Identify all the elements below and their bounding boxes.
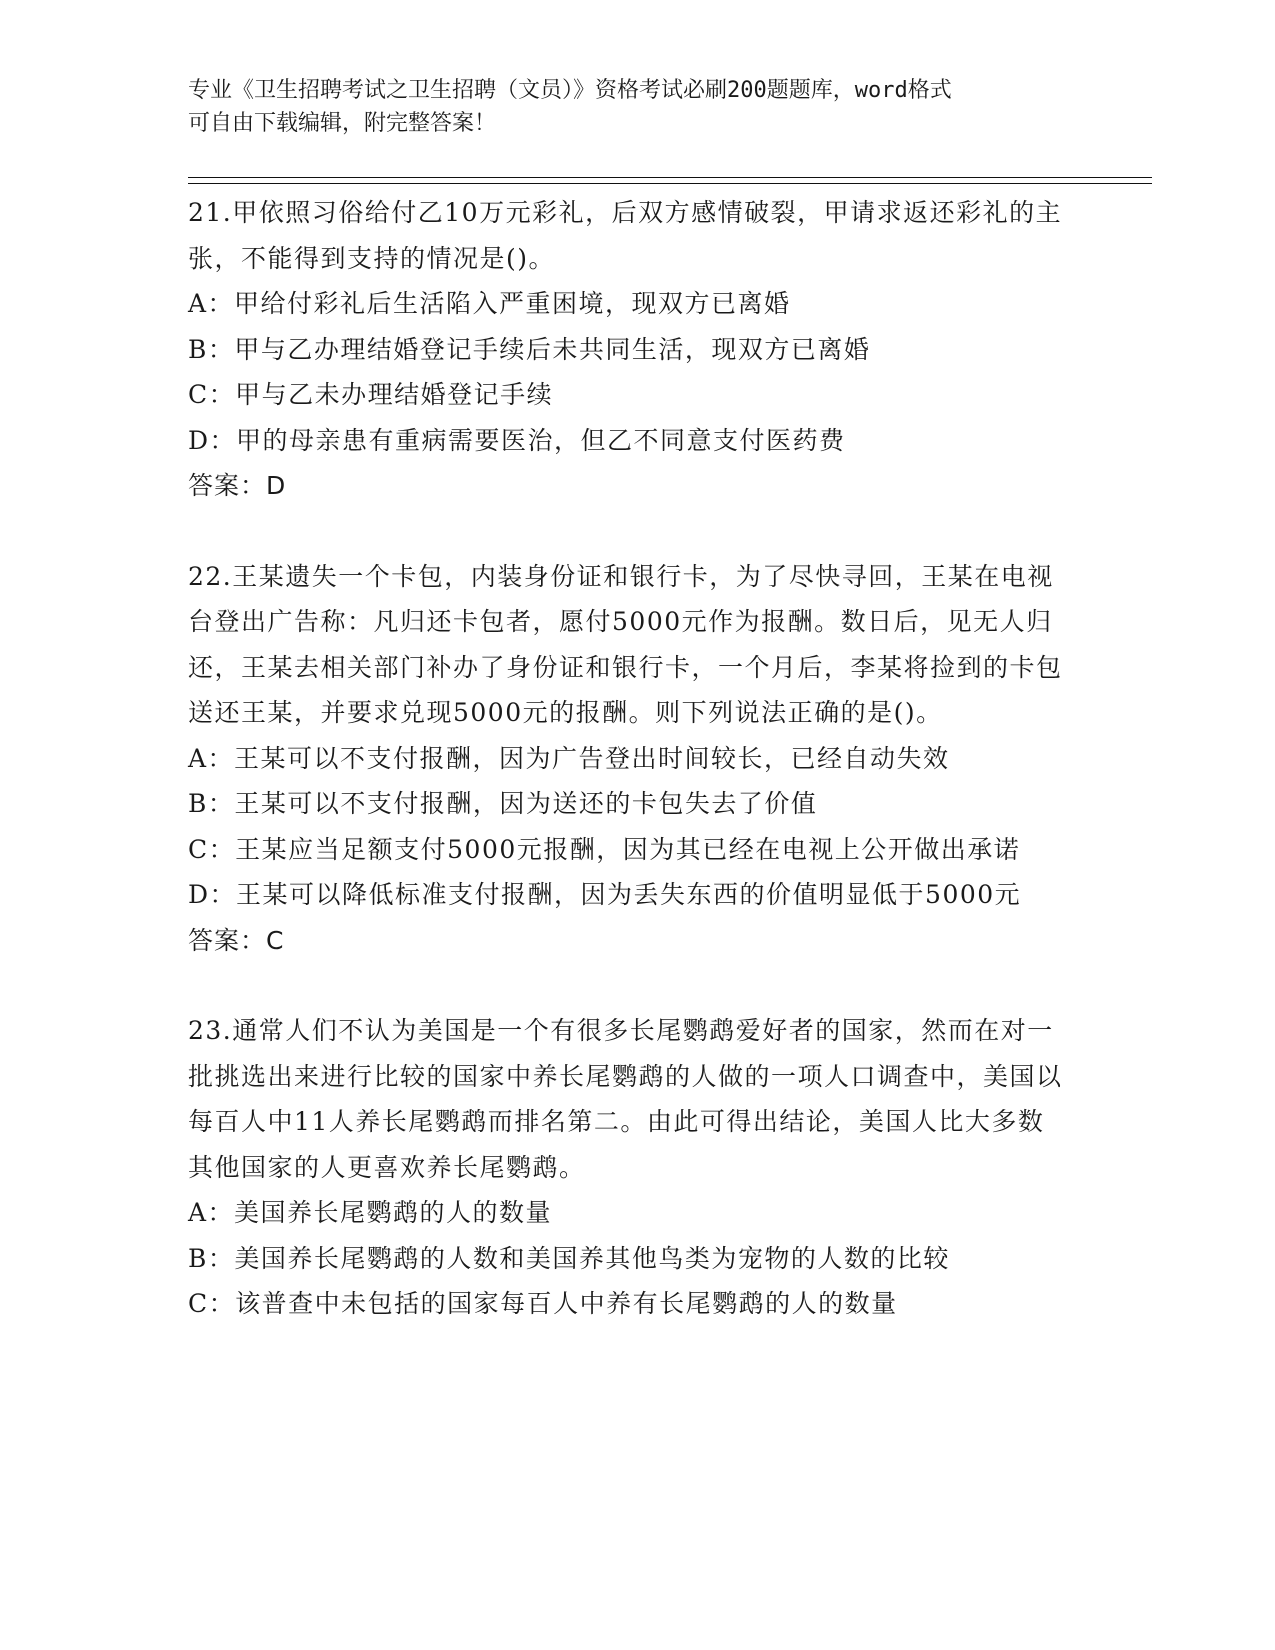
answer: 答案：D (188, 471, 287, 500)
option-a: A：王某可以不支付报酬，因为广告登出时间较长，已经自动失效 (188, 743, 950, 773)
question-21 (188, 190, 1068, 509)
option-d: D：王某可以降低标准支付报酬，因为丢失东西的价值明显低于5000元 (188, 880, 1022, 909)
page-header (188, 74, 1068, 140)
question-23 (188, 1008, 1068, 1327)
header-divider-top (188, 177, 1152, 178)
header-line-2: 可自由下载编辑，附完整答案！ (188, 111, 497, 136)
option-b: B：王某可以不支付报酬，因为送还的卡包失去了价值 (188, 789, 818, 818)
option-b: B：甲与乙办理结婚登记手续后未共同生活，现双方已离婚 (188, 334, 871, 364)
option-c: C：甲与乙未办理结婚登记手续 (188, 380, 554, 409)
option-a: A：甲给付彩礼后生活陷入严重困境，现双方已离婚 (188, 289, 791, 318)
question-stem: 21.甲依照习俗给付乙10万元彩礼，后双方感情破裂，甲请求返还彩礼的主张，不能得到支持的情况是()。 (188, 198, 1063, 273)
question-list (188, 190, 1068, 1327)
option-a: A：美国养长尾鹦鹉的人的数量 (188, 1198, 553, 1227)
option-c: C：王某应当足额支付5000元报酬，因为其已经在电视上公开做出承诺 (188, 834, 1021, 864)
option-b: B：美国养长尾鹦鹉的人数和美国养其他鸟类为宠物的人数的比较 (188, 1243, 950, 1273)
option-d: D：甲的母亲患有重病需要医治，但乙不同意支付医药费 (188, 425, 846, 455)
header-line-1: 专业《卫生招聘考试之卫生招聘（文员）》资格考试必刷200题题库，word格式 (188, 78, 952, 103)
question-stem: 22.王某遗失一个卡包，内装身份证和银行卡，为了尽快寻回，王某在电视台登出广告称：凡归还卡包者，愿付5000元作为报酬。数日后，见无人归还，王某去相关部门补办了身份证和银行卡，一个月后，李某将捡到的卡包送还王某，并要求兑现5000元的报酬。则下列说法正确的是()。 (188, 561, 1063, 727)
header-divider-bottom (188, 183, 1152, 184)
question-stem: 23.通常人们不认为美国是一个有很多长尾鹦鹉爱好者的国家，然而在对一批挑选出来进行比较的国家中养长尾鹦鹉的人做的一项人口调查中，美国以每百人中11人养长尾鹦鹉而排名第二。由此可得出结论，美国人比大多数其他国家的人更喜欢养长尾鹦鹉。 (188, 1016, 1063, 1182)
answer: 答案：C (188, 925, 285, 955)
question-22 (188, 554, 1068, 964)
option-c: C：该普查中未包括的国家每百人中养有长尾鹦鹉的人的数量 (188, 1289, 898, 1318)
